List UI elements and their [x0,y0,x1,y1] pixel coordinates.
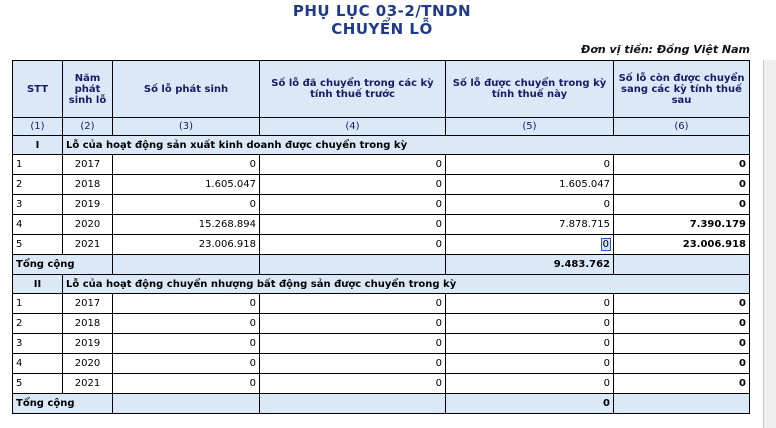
total-current-value: 9.483.762 [446,255,614,275]
row-year: 2019 [63,195,113,215]
table-row [13,215,750,235]
row-year: 2020 [63,354,113,374]
currency-unit: Đơn vị tiền: Đồng Việt Nam [581,43,750,56]
loss-remaining-value: 0 [614,175,750,195]
loss-current-input[interactable]: 0 [446,155,614,175]
row-stt: 3 [13,195,63,215]
loss-incurred-input[interactable]: 0 [113,374,260,394]
loss-incurred-input[interactable]: 0 [113,314,260,334]
row-stt: 5 [13,374,63,394]
row-stt: 2 [13,175,63,195]
loss-remaining-value: 0 [614,195,750,215]
loss-prior-input[interactable]: 0 [260,334,446,354]
loss-current-input[interactable]: 7.878.715 [446,215,614,235]
loss-incurred-input[interactable]: 0 [113,354,260,374]
table-row [13,155,750,175]
loss-prior-input[interactable]: 0 [260,354,446,374]
total-current-value: 0 [446,394,614,414]
loss-incurred-input[interactable]: 0 [113,334,260,354]
loss-current-input[interactable]: 0 [446,314,614,334]
row-stt: 4 [13,215,63,235]
loss-carryforward-table [12,60,750,414]
selected-cell-value[interactable]: 0 [602,239,609,250]
index-cell: (6) [614,118,750,136]
row-stt: 1 [13,294,63,314]
header-year: Năm phát sinh lỗ [63,61,113,118]
section-label: Lỗ của hoạt động chuyển nhượng bất động sản được chuyển trong kỳ [63,275,750,294]
section-number: II [13,275,63,294]
loss-remaining-value: 0 [614,314,750,334]
row-year: 2020 [63,215,113,235]
loss-prior-input[interactable]: 0 [260,294,446,314]
loss-remaining-value: 23.006.918 [614,235,750,255]
section-label: Lỗ của hoạt động sản xuất kinh doanh được chuyển trong kỳ [63,136,750,155]
loss-prior-input[interactable]: 0 [260,215,446,235]
row-stt: 5 [13,235,63,255]
row-year: 2019 [63,334,113,354]
index-cell: (4) [260,118,446,136]
loss-prior-input[interactable]: 0 [260,314,446,334]
row-stt: 3 [13,334,63,354]
table-row [13,334,750,354]
loss-current-input[interactable]: 0 [446,334,614,354]
table-row [13,195,750,215]
index-cell: (1) [13,118,63,136]
index-cell: (2) [63,118,113,136]
loss-current-input[interactable]: 0 [446,374,614,394]
row-stt: 1 [13,155,63,175]
table-row [13,314,750,334]
loss-prior-input[interactable]: 0 [260,175,446,195]
total-cell [113,255,260,275]
header-loss-transferred-current: Số lỗ được chuyển trong kỳ tính thuế này [446,61,614,118]
row-stt: 2 [13,314,63,334]
form-title: PHỤ LỤC 03-2/TNDN [292,2,472,20]
table-row [13,354,750,374]
loss-current-input-active[interactable] [446,235,614,255]
loss-incurred-input[interactable]: 0 [113,294,260,314]
index-cell: (5) [446,118,614,136]
loss-prior-input[interactable]: 0 [260,155,446,175]
header-loss-transferred-prior: Số lỗ đã chuyển trong các kỳ tính thuế trước [260,61,446,118]
loss-prior-input[interactable]: 0 [260,374,446,394]
total-cell [260,394,446,414]
table-row [13,175,750,195]
loss-incurred-input[interactable]: 0 [113,155,260,175]
vertical-scrollbar[interactable] [763,60,776,428]
loss-current-input[interactable]: 1.605.047 [446,175,614,195]
total-cell [260,255,446,275]
row-year: 2018 [63,314,113,334]
loss-prior-input[interactable]: 0 [260,235,446,255]
row-year: 2017 [63,294,113,314]
loss-incurred-input[interactable]: 23.006.918 [113,235,260,255]
loss-remaining-value: 0 [614,294,750,314]
table-row [13,294,750,314]
total-cell [614,394,750,414]
loss-incurred-input[interactable]: 15.268.894 [113,215,260,235]
header-loss-remaining: Số lỗ còn được chuyển sang các kỳ tính thuế sau [614,61,750,118]
table-row [13,374,750,394]
loss-remaining-value: 0 [614,354,750,374]
loss-remaining-value: 0 [614,374,750,394]
section-number: I [13,136,63,155]
table-row [13,235,750,255]
row-year: 2021 [63,374,113,394]
loss-current-input[interactable]: 0 [446,195,614,215]
header-stt: STT [13,61,63,118]
loss-current-input[interactable]: 0 [446,354,614,374]
total-label: Tổng cộng [13,255,113,275]
index-cell: (3) [113,118,260,136]
loss-remaining-value: 7.390.179 [614,215,750,235]
row-year: 2018 [63,175,113,195]
loss-current-input[interactable]: 0 [446,294,614,314]
row-year: 2017 [63,155,113,175]
row-stt: 4 [13,354,63,374]
loss-incurred-input[interactable]: 0 [113,195,260,215]
row-year: 2021 [63,235,113,255]
header-loss-incurred: Số lỗ phát sinh [113,61,260,118]
form-subtitle: CHUYỂN LỖ [331,20,433,38]
total-cell [614,255,750,275]
loss-remaining-value: 0 [614,155,750,175]
loss-prior-input[interactable]: 0 [260,195,446,215]
loss-incurred-input[interactable]: 1.605.047 [113,175,260,195]
total-label: Tổng cộng [13,394,113,414]
total-cell [113,394,260,414]
loss-remaining-value: 0 [614,334,750,354]
